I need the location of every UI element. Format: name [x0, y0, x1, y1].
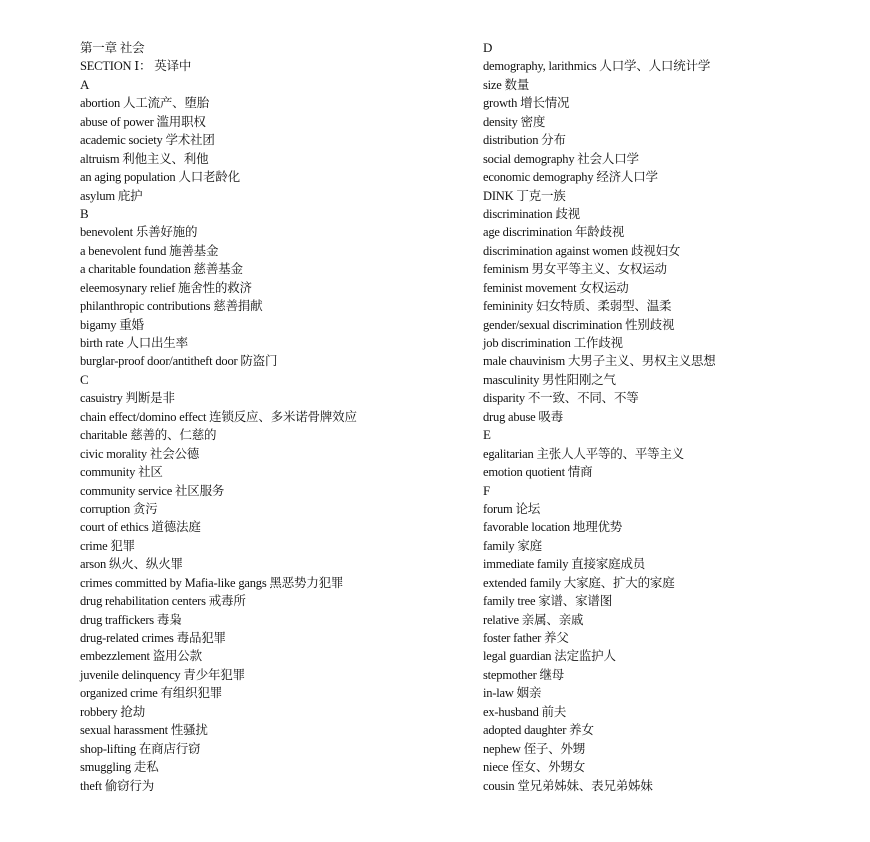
glossary-entry: density 密度 [483, 114, 546, 129]
glossary-entry: SECTION Ⅰ： 英译中 [80, 59, 192, 74]
glossary-entry: casuistry 判断是非 [80, 391, 175, 406]
glossary-entry: benevolent 乐善好施的 [80, 225, 198, 240]
glossary-entry: shop-lifting 在商店行窃 [80, 741, 201, 756]
glossary-entry: family 家庭 [483, 538, 542, 553]
glossary-entry: abuse of power 滥用职权 [80, 114, 206, 129]
glossary-entry: favorable location 地理优势 [483, 520, 623, 535]
glossary-entry: economic demography 经济人口学 [483, 170, 658, 185]
glossary-entry: chain effect/domino effect 连锁反应、多米诺骨牌效应 [80, 409, 357, 424]
glossary-entry: social demography 社会人口学 [483, 151, 639, 166]
glossary-entry: DINK 丁克一族 [483, 188, 566, 203]
glossary-entry: relative 亲属、亲戚 [483, 612, 584, 627]
glossary-entry: niece 侄女、外甥女 [483, 760, 586, 775]
glossary-entry: emotion quotient 情商 [483, 465, 593, 480]
glossary-entry: size 数量 [483, 77, 530, 92]
glossary-entry: bigamy 重婚 [80, 317, 144, 332]
glossary-entry: drug abuse 吸毒 [483, 409, 564, 424]
glossary-entry: sexual harassment 性骚扰 [80, 723, 208, 738]
glossary-entry: feminism 男女平等主义、女权运动 [483, 262, 667, 277]
glossary-entry: drug-related crimes 毒品犯罪 [80, 631, 226, 645]
glossary-entry: foster father 养父 [483, 631, 569, 645]
glossary-entry: community service 社区服务 [80, 483, 225, 498]
glossary-entry: age discrimination 年龄歧视 [483, 225, 625, 240]
glossary-entry: adopted daughter 养女 [483, 723, 594, 738]
glossary-entry: in-law 姻亲 [483, 686, 542, 701]
glossary-entry: drug traffickers 毒枭 [80, 612, 182, 627]
glossary-entry: civic morality 社会公德 [80, 446, 200, 461]
glossary-entry: juvenile delinquency 青少年犯罪 [80, 667, 245, 682]
glossary-entry: masculinity 男性阳刚之气 [483, 372, 616, 387]
glossary-entry: birth rate 人口出生率 [80, 336, 188, 350]
glossary-entry: gender/sexual discrimination 性别歧视 [483, 317, 675, 332]
section-letter-heading: B [80, 205, 89, 221]
right-column [483, 39, 863, 795]
glossary-entry: an aging population 人口老龄化 [80, 170, 240, 185]
glossary-entry: embezzlement 盗用公款 [80, 649, 202, 664]
glossary-entry: corruption 贪污 [80, 501, 158, 516]
glossary-entry: academic society 学术社团 [80, 133, 215, 148]
glossary-entry: job discrimination 工作歧视 [483, 336, 623, 350]
glossary-entry: altruism 利他主义、利他 [80, 151, 209, 166]
glossary-entry: crime 犯罪 [80, 538, 135, 553]
glossary-entry: court of ethics 道德法庭 [80, 520, 201, 535]
glossary-entry: a charitable foundation 慈善基金 [80, 262, 243, 277]
glossary-entry: discrimination 歧视 [483, 206, 580, 221]
section-letter-heading: F [483, 482, 491, 498]
glossary-entry: extended family 大家庭、扩大的家庭 [483, 575, 675, 590]
glossary-entry: crimes committed by Mafia-like gangs 黑恶势力犯罪 [80, 575, 344, 590]
glossary-entry: charitable 慈善的、仁慈的 [80, 428, 217, 443]
glossary-entry: ex-husband 前夫 [483, 704, 567, 719]
glossary-entry: egalitarian 主张人人平等的、平等主义 [483, 446, 685, 461]
glossary-entry: cousin 堂兄弟姊妹、表兄弟姊妹 [483, 778, 653, 793]
glossary-entry: asylum 庇护 [80, 188, 143, 203]
glossary-entry: a benevolent fund 施善基金 [80, 243, 219, 258]
glossary-entry: organized crime 有组织犯罪 [80, 686, 223, 701]
glossary-entry: femininity 妇女特质、柔弱型、温柔 [483, 299, 672, 314]
glossary-entry: legal guardian 法定监护人 [483, 649, 616, 664]
section-letter-heading: C [80, 371, 89, 387]
glossary-entry: forum 论坛 [483, 501, 541, 516]
glossary-entry: growth 增长情况 [483, 96, 570, 111]
glossary-entry: burglar-proof door/antitheft door 防盗门 [80, 354, 278, 369]
glossary-entry: distribution 分布 [483, 133, 566, 148]
glossary-entry: theft 偷窃行为 [80, 778, 155, 793]
glossary-entry: philanthropic contributions 慈善捐献 [80, 299, 263, 314]
glossary-entry: smuggling 走私 [80, 760, 159, 775]
left-column [80, 39, 460, 795]
glossary-entry: robbery 抢劫 [80, 704, 145, 719]
glossary-entry: disparity 不一致、不同、不等 [483, 391, 639, 406]
glossary-entry: nephew 侄子、外甥 [483, 741, 586, 756]
glossary-entry: drug rehabilitation centers 戒毒所 [80, 594, 246, 609]
glossary-entry: eleemosynary relief 施舍性的救济 [80, 280, 252, 295]
glossary-entry: family tree 家谱、家谱图 [483, 594, 613, 609]
glossary-entry: demography, larithmics 人口学、人口统计学 [483, 59, 711, 74]
glossary-entry: abortion 人工流产、堕胎 [80, 96, 210, 111]
section-letter-heading: A [80, 76, 90, 92]
glossary-entry: stepmother 继母 [483, 667, 565, 682]
glossary-entry: feminist movement 女权运动 [483, 280, 629, 295]
glossary-entry: discrimination against women 歧视妇女 [483, 243, 681, 258]
glossary-entry: male chauvinism 大男子主义、男权主义思想 [483, 354, 716, 369]
glossary-entry: community 社区 [80, 465, 163, 480]
glossary-entry: immediate family 直接家庭成员 [483, 557, 646, 572]
section-letter-heading: D [483, 40, 493, 55]
section-letter-heading: E [483, 427, 491, 443]
glossary-entry: 第一章 社会 [80, 41, 145, 55]
glossary-entry: arson 纵火、纵火罪 [80, 557, 183, 572]
